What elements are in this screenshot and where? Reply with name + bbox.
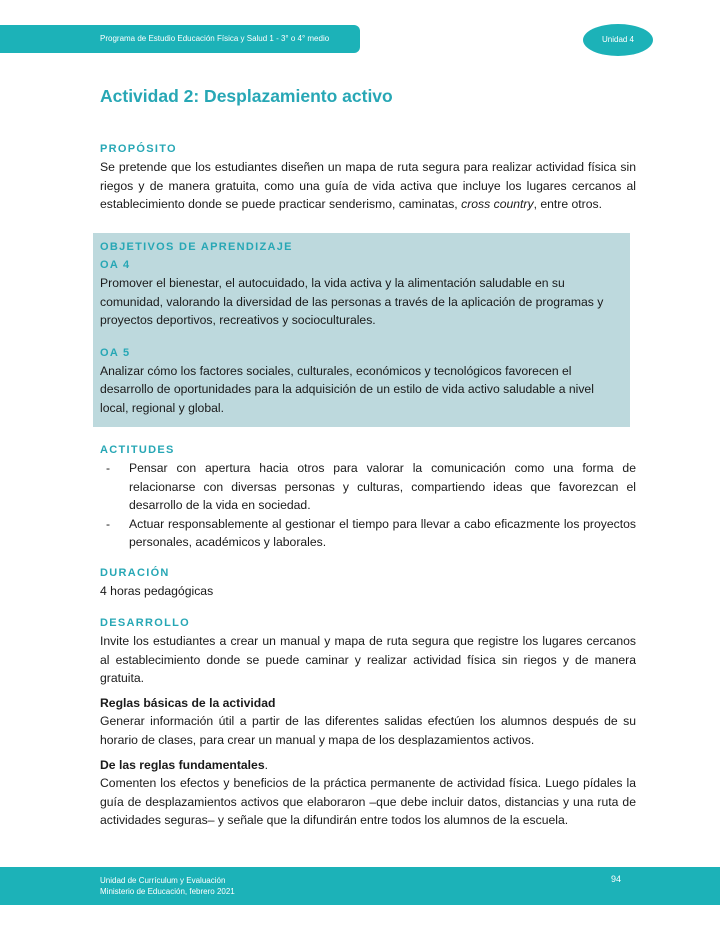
duracion-section (100, 564, 636, 601)
proposito-text-a: Se pretende que los estudiantes diseñen un mapa de ruta segura para realizar actividad física sin riegos y de manera gratuita, como una guía de vida activa que incluye los lugares cercanos al establecimiento donde se puede practicar senderismo, caminatas, (100, 160, 636, 212)
desarrollo-section (100, 614, 636, 830)
objetivos-label: OBJETIVOS DE APRENDIZAJE (100, 241, 293, 253)
proposito-text-b: , entre otros. (533, 197, 602, 212)
proposito-italic: cross country (461, 197, 534, 212)
oa4-text: Promover el bienestar, el autocuidado, la vida activa y la alimentación saludable en su comunidad, valorando la diversidad de las personas a través de la aplicación de programas y proyectos deportivos, recreativos y socioculturales. (100, 276, 604, 328)
reglas-title: Reglas básicas de la actividad (100, 695, 276, 710)
actitudes-label: ACTITUDES (100, 444, 175, 456)
fund-heading (100, 756, 636, 775)
oa5-code: OA 5 (100, 346, 131, 359)
unit-badge: Unidad 4 (583, 24, 653, 56)
duracion-label: DURACIÓN (100, 567, 170, 579)
oa5-text: Analizar cómo los factores sociales, culturales, económicos y tecnológicos favorecen el desarrollo de oportunidades para la adquisición de un estilo de vida activo saludable a nivel local, regional y global. (100, 363, 594, 415)
footer-line1: Unidad de Currículum y Evaluación (100, 876, 226, 885)
fund-dot: . (264, 757, 268, 772)
program-title: Programa de Estudio Educación Física y Salud 1 - 3° o 4° medio (100, 34, 330, 43)
header-bar (0, 25, 360, 53)
oa4-code: OA 4 (100, 259, 131, 271)
bullet: - (106, 461, 111, 475)
objetivos-box (93, 233, 630, 427)
actitud-text: Actuar responsablemente al gestionar el tiempo para llevar a cabo eficazmente los proyectos personales, académicos y laborales. (129, 516, 636, 550)
proposito-section (100, 140, 636, 214)
fund-text: Comenten los efectos y beneficios de la práctica permanente de actividad física. Luego pídales la guía de desplazamientos activos que elaboraron –que debe incluir datos, distancias y una ruta de actividades seguras– y señale que la difundirán entre todos los alumnos de la escuela. (100, 776, 636, 828)
fund-title: De las reglas fundamentales (100, 757, 265, 772)
duracion-text: 4 horas pedagógicas (100, 584, 214, 598)
proposito-text (100, 158, 636, 214)
actitudes-section (100, 441, 636, 552)
actitud-text: Pensar con apertura hacia otros para valorar la comunicación como una forma de relacionarse con diversas personas y culturas, compartiendo ideas que favorezcan el desarrollo de la vida en sociedad. (129, 461, 636, 513)
proposito-label: PROPÓSITO (100, 143, 177, 155)
page-title: Actividad 2: Desplazamiento activo (100, 86, 393, 106)
footer-line2: Ministerio de Educación, febrero 2021 (100, 887, 235, 896)
bullet: - (106, 516, 111, 531)
reglas-text: Generar información útil a partir de las diferentes salidas efectúen los alumnos después de su horario de clases, para crear un manual y mapa de los desplazamientos activos. (100, 714, 636, 747)
desarrollo-label: DESARROLLO (100, 617, 190, 629)
list-item (100, 515, 636, 552)
footer-bar (0, 867, 720, 905)
list-item (100, 459, 636, 515)
desarrollo-intro: Invite los estudiantes a crear un manual y mapa de ruta segura que registre los lugares cercanos al establecimiento donde se puede caminar y realizar actividad física sin riegos y de manera gratuita. (100, 634, 636, 686)
page-number: 94 (611, 874, 622, 884)
